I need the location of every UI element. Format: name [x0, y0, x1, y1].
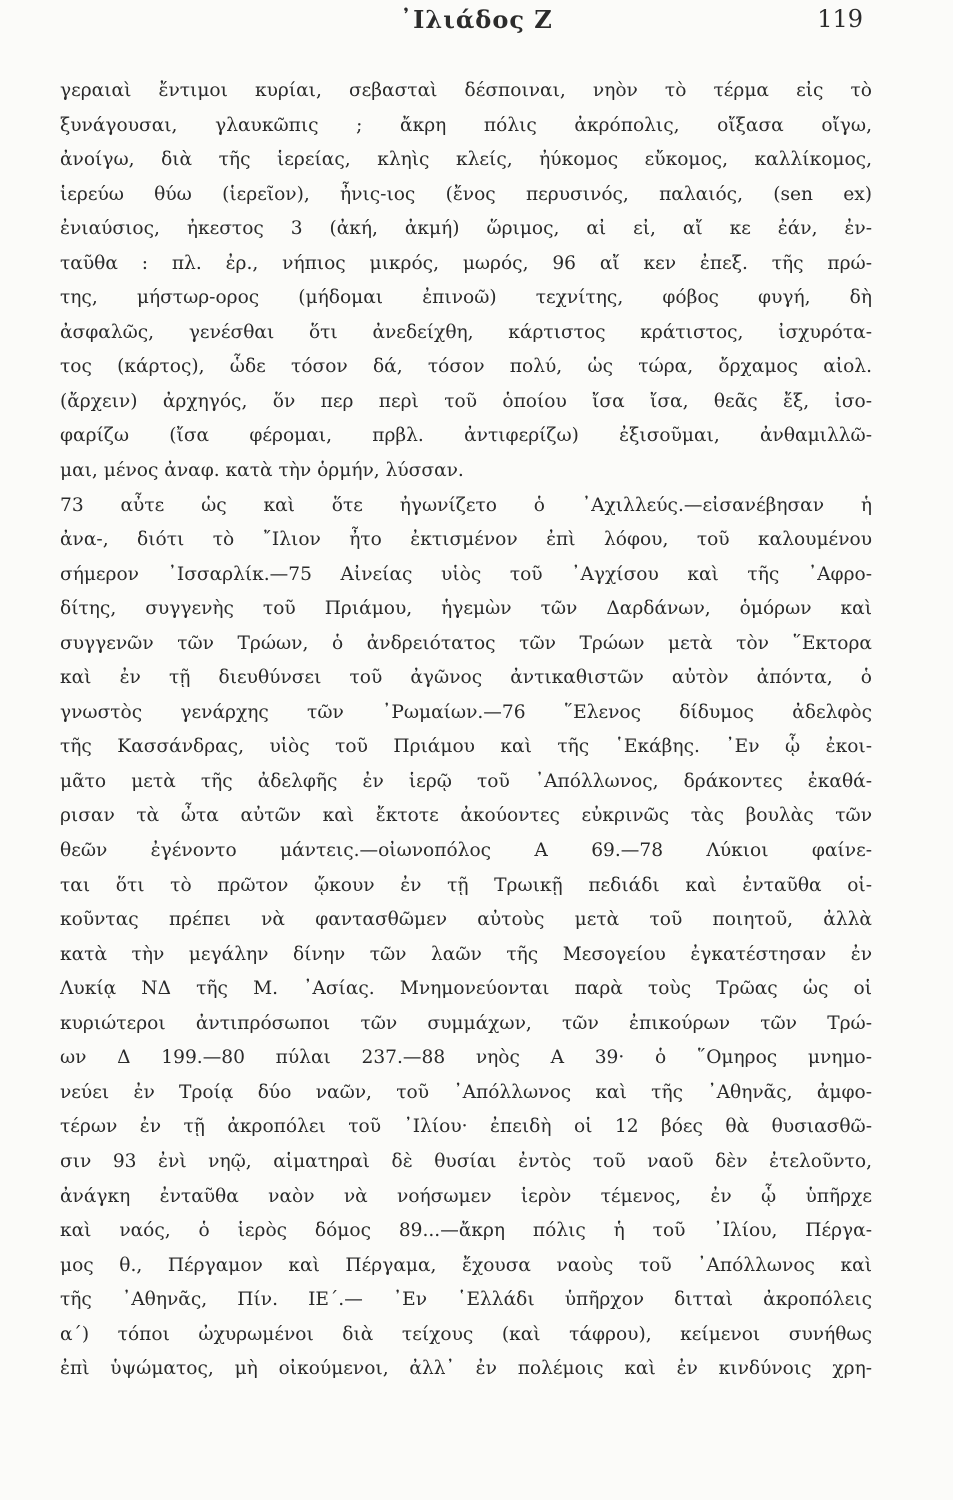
text-line: τῆς ᾿Αθηνᾶς, Πίν. ΙΕ΄.— ᾿Εν ῾Ελλάδι ὑπῆρχον διτταὶ ἀκροπόλεις — [60, 1289, 872, 1311]
text-line: ταῦθα : πλ. ἐρ., νήπιος μικρός, μωρός, 96 αἴ κεν ἐπεξ. τῆς πρώ- — [60, 252, 872, 274]
text-line: τέρων ἐν τῇ ἀκροπόλει τοῦ ᾿Ιλίου· ἐπειδὴ οἱ 12 βόες θὰ θυσιασθῶ- — [60, 1116, 872, 1138]
text-line: ἀνα-, διότι τὸ ῎Ιλιον ἦτο ἐκτισμένον ἐπὶ λόφου, τοῦ καλουμένου — [60, 529, 872, 551]
text-line: μᾶτο μετὰ τῆς ἀδελφῆς ἐν ἱερῷ τοῦ ᾿Απόλλωνος, δράκοντες ἐκαθά- — [60, 770, 872, 792]
text-line: κοῦντας πρέπει νὰ φαντασθῶμεν αὐτοὺς μετὰ τοῦ ποιητοῦ, ἀλλὰ — [60, 909, 872, 931]
page-number: 119 — [817, 5, 863, 33]
text-line: ται ὅτι τὸ πρῶτον ᾤκουν ἐν τῇ Τρωικῇ πεδιάδι καὶ ἐνταῦθα οἱ- — [60, 874, 872, 896]
text-line: νεύει ἐν Τροίᾳ δύο ναῶν, τοῦ ᾿Απόλλωνος καὶ τῆς ᾿Αθηνᾶς, ἀμφο- — [60, 1081, 872, 1103]
text-line: μος θ., Πέργαμον καὶ Πέργαμα, ἔχουσα ναοὺς τοῦ ᾿Απόλλωνος καὶ — [60, 1254, 872, 1276]
text-line: γεραιαὶ ἔντιμοι κυρίαι, σεβασταὶ δέσποιναι, νηὸν τὸ τέρμα εἰς τὸ — [60, 80, 872, 101]
page-header — [0, 0, 953, 60]
text-line: ων Δ 199.—80 πύλαι 237.—88 νηὸς Α 39· ὁ ῞Ομηρος μνημο- — [60, 1047, 872, 1069]
commentary-text — [60, 74, 872, 1387]
text-line: ἐνιαύσιος, ἠκεστος 3 (ἀκή, ἀκμή) ὥριμος, αἰ εἰ, αἴ κε ἐάν, ἐν- — [60, 218, 872, 240]
text-line: ἱερεύω θύω (ἱερεῖον), ἦνις-ιος (ἔνος περυσινός, παλαιός, (sen ex) — [60, 183, 872, 205]
text-line: κυριώτεροι ἀντιπρόσωποι τῶν συμμάχων, τῶν ἐπικούρων τῶν Τρώ- — [60, 1012, 872, 1034]
text-line: γνωστὸς γενάρχης τῶν ᾿Ρωμαίων.—76 ῞Ελενος δίδυμος ἀδελφὸς — [60, 701, 872, 723]
text-line: ἀνοίγω, διὰ τῆς ἱερείας, κληὶς κλείς, ἠύκομος εὔκομος, καλλίκομος, — [60, 149, 872, 171]
text-line: μαι, μένος ἀναφ. κατὰ τὴν ὁρμήν, λύσσαν. — [60, 460, 464, 482]
text-line: ἀνάγκη ἐνταῦθα ναὸν νὰ νοήσωμεν ἱερὸν τέμενος, ἐν ᾧ ὑπῆρχε — [60, 1185, 872, 1207]
text-line: καὶ ἐν τῇ διευθύνσει τοῦ ἀγῶνος ἀντικαθιστῶν αὐτὸν ἀπόντα, ὁ — [60, 667, 872, 689]
text-line: (ἄρχειν) ἀρχηγός, ὅν περ περὶ τοῦ ὁποίου ἴσα ἴσα, θεᾶς ἔξ, ἰσο- — [60, 390, 872, 412]
text-line: 73 αὖτε ὡς καὶ ὅτε ἠγωνίζετο ὁ ᾿Αχιλλεύς.—εἰσανέβησαν ἡ — [60, 494, 872, 516]
text-line: συγγενῶν τῶν Τρώων, ὁ ἀνδρειότατος τῶν Τρώων μετὰ τὸν ῞Εκτορα — [60, 632, 872, 654]
text-line: σήμερον ᾿Ισσαρλίκ.—75 Αἰνείας υἱὸς τοῦ ᾿Αγχίσου καὶ τῆς ᾿Αφρο- — [60, 563, 872, 585]
text-line: κατὰ τὴν μεγάλην δίνην τῶν λαῶν τῆς Μεσογείου ἐγκατέστησαν ἐν — [60, 943, 872, 965]
text-line: καὶ ναός, ὁ ἱερὸς δόμος 89...—ἄκρη πόλις ἡ τοῦ ᾿Ιλίου, Πέργα- — [60, 1220, 872, 1242]
text-line: σιν 93 ἐνὶ νηῷ, αἱματηραὶ δὲ θυσίαι ἐντὸς τοῦ ναοῦ δὲν ἐτελοῦντο, — [60, 1150, 872, 1172]
running-title: ᾿Ιλιάδος Ζ — [400, 5, 553, 34]
text-line: ρισαν τὰ ὦτα αὐτῶν καὶ ἔκτοτε ἀκούοντες εὐκρινῶς τὰς βουλὰς τῶν — [60, 805, 872, 827]
text-line: α΄) τόποι ὠχυρωμένοι διὰ τείχους (καὶ τάφρου), κείμενοι συνήθως — [60, 1323, 872, 1345]
text-line: τῆς Κασσάνδρας, υἱὸς τοῦ Πριάμου καὶ τῆς ῾Εκάβης. ᾿Εν ᾧ ἐκοι- — [60, 736, 872, 758]
text-line: Λυκίᾳ ΝΔ τῆς Μ. ᾿Ασίας. Μνημονεύονται παρὰ τοὺς Τρῶας ὡς οἱ — [60, 978, 872, 1000]
text-line: ἀσφαλῶς, γενέσθαι ὅτι ἀνεδείχθη, κάρτιστος κράτιστος, ἰσχυρότα- — [60, 321, 872, 343]
text-line: θεῶν ἐγένοντο μάντεις.—οἰωνοπόλος Α 69.—78 Λύκιοι φαίνε- — [60, 840, 872, 862]
text-line: φαρίζω (ἴσα φέρομαι, πρβλ. ἀντιφερίζω) ἐξισοῦμαι, ἀνθαμιλλῶ- — [60, 425, 872, 447]
text-line: ἐπὶ ὑψώματος, μὴ οἰκούμενοι, ἀλλ᾿ ἐν πολέμοις καὶ ἐν κινδύνοις χρη- — [60, 1358, 872, 1380]
text-line: τος (κάρτος), ὧδε τόσον δά, τόσον πολύ, ὡς τώρα, ὄρχαμος αἰολ. — [60, 356, 872, 378]
text-line: δίτης, συγγενὴς τοῦ Πριάμου, ἡγεμὼν τῶν Δαρδάνων, ὁμόρων καὶ — [60, 598, 872, 620]
text-line: ξυνάγουσαι, γλαυκῶπις ; ἄκρη πόλις ἀκρόπολις, οἴξασα οἴγω, — [60, 114, 872, 136]
text-line: της, μήστωρ-ορος (μήδομαι ἐπινοῶ) τεχνίτης, φόβος φυγή, δὴ — [60, 287, 872, 309]
